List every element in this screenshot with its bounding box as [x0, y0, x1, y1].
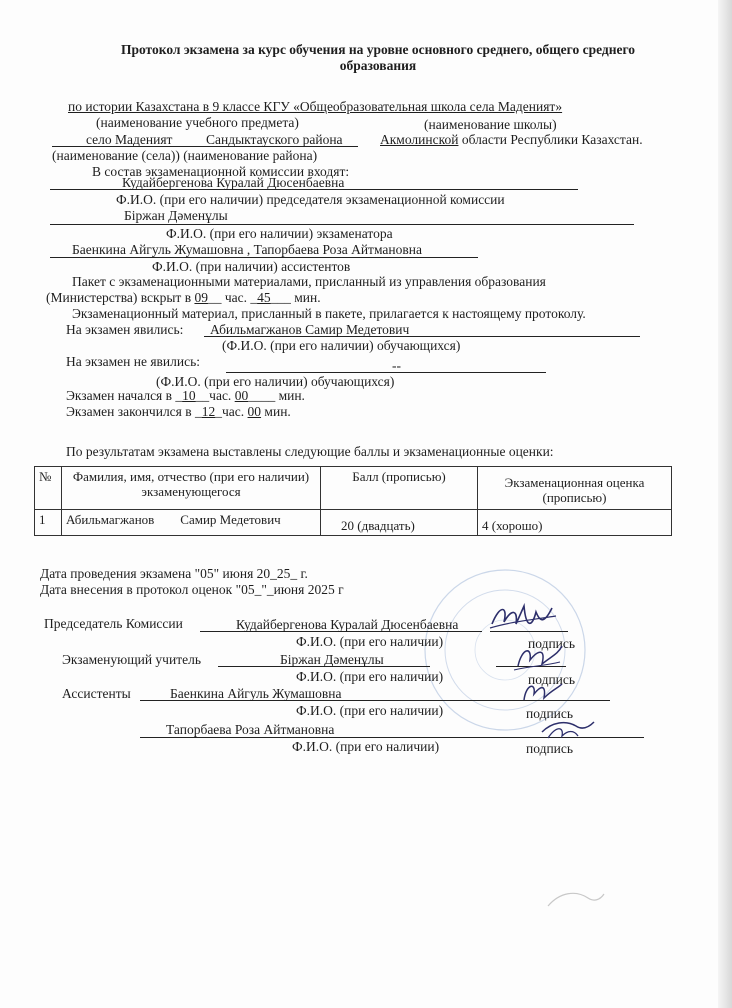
end-time-line: Экзамен закончился в _12_час. 00 мин.: [66, 404, 291, 419]
end-min: 00: [247, 404, 262, 419]
sig-assist2-fio-label: Ф.И.О. (при его наличии): [292, 739, 440, 754]
start-hour: 10: [182, 388, 196, 403]
package-opened-label: (Министерства) вскрыт в: [46, 290, 192, 305]
sig-teacher-fio-label: Ф.И.О. (при его наличии): [296, 669, 444, 684]
label-village-district: (наименование (села)) (наименование района): [52, 148, 318, 163]
sig-chair-fio-label: Ф.И.О. (при его наличии): [296, 634, 444, 649]
end-hour-unit: час.: [222, 404, 245, 419]
sig-teacher-name: Біржан Дәменұлы: [280, 652, 384, 667]
teacher-signature-icon: [508, 640, 568, 676]
row-score: 20 (двадцать): [321, 510, 478, 536]
examiner-name: Біржан Дәменұлы: [124, 208, 228, 223]
sig-assist1-fio-label: Ф.И.О. (при его наличии): [296, 703, 444, 718]
region-rest: области Республики Казахстан.: [458, 132, 643, 147]
region-name: Акмолинской: [380, 132, 459, 147]
sig-chair-name: Кудайбергенова Куралай Дюсенбаевна: [236, 617, 459, 632]
label-examiner: Ф.И.О. (при его наличии) экзаменатора: [166, 226, 393, 241]
table-header-row: [35, 467, 672, 510]
package-line-1: Пакет с экзаменационными материалами, присланный из управления образования: [72, 274, 546, 289]
label-students-1: (Ф.И.О. (при его наличии) обучающихся): [222, 338, 461, 353]
sig-assist1-name: Баенкина Айгуль Жумашовна: [170, 686, 342, 701]
region-line: [380, 132, 643, 147]
assistant2-signature-icon: [536, 712, 600, 746]
sig-chair-sign-label: подпись: [528, 636, 576, 651]
material-line: Экзаменационный материал, присланный в пакете, прилагается к настоящему протоколу.: [72, 306, 586, 321]
label-subject: (наименование учебного предмета): [96, 115, 299, 130]
chairman-signature-icon: [486, 598, 560, 636]
header-grade: Экзаменационная оценка (прописью): [478, 467, 672, 510]
label-students-2: (Ф.И.О. (при его наличии) обучающихся): [156, 374, 395, 389]
commission-intro: В состав экзаменационной комиссии входят:: [92, 164, 350, 179]
title-line-1: Протокол экзамена за курс обучения на уровне основного среднего, общего среднего: [120, 42, 636, 57]
table-row: [35, 510, 672, 536]
appeared-label: На экзамен явились:: [66, 322, 184, 337]
label-school: (наименование школы): [424, 117, 557, 132]
sig-teacher-label: Экзаменующий учитель: [62, 652, 201, 667]
assistants-names: Баенкина Айгуль Жумашовна , Тапорбаева Роза Айтмановна: [72, 242, 422, 257]
package-line-2: (Министерства) вскрыт в 09__ час. _45___ мин.: [46, 290, 321, 305]
title-line-2: образования: [339, 58, 417, 73]
start-label: Экзамен начался в: [66, 388, 173, 403]
start-min-unit: мин.: [278, 388, 305, 403]
absent-value: --: [392, 358, 401, 373]
package-min: 45: [257, 290, 271, 305]
assistants-underline: [50, 257, 478, 258]
absent-label: На экзамен не явились:: [66, 354, 201, 369]
header-score: Балл (прописью): [321, 467, 478, 510]
exam-date: Дата проведения экзамена "05" июня 20_25_ г.: [40, 566, 308, 581]
sig-teacher-sign-label: подпись: [528, 672, 576, 687]
district-name: Сандыктауского района: [206, 132, 343, 147]
sig-assist2-name: Тапорбаева Роза Айтмановна: [166, 722, 335, 737]
absent-underline: [226, 372, 546, 373]
package-min-unit: мин.: [294, 290, 321, 305]
header-name: Фамилия, имя, отчество (при его наличии) экзаменующегося: [62, 467, 321, 510]
sig-assist1-sign-label: подпись: [526, 706, 574, 721]
label-assistants: Ф.И.О. (при наличии) ассистентов: [152, 259, 351, 274]
results-table: [34, 466, 672, 536]
examiner-underline: [50, 224, 634, 225]
page-edge-shadow: [718, 0, 732, 1008]
end-label: Экзамен закончился в: [66, 404, 192, 419]
package-hour: 09: [194, 290, 208, 305]
package-hour-unit: час.: [224, 290, 247, 305]
document-title: [60, 42, 696, 74]
assistant1-signature-icon: [516, 676, 568, 710]
start-time-line: Экзамен начался в _10__час. 00____ мин.: [66, 388, 305, 403]
row-number: 1: [35, 510, 62, 536]
sig-assist2-sign-label: подпись: [526, 741, 574, 756]
chairman-name: Кудайбергенова Куралай Дюсенбаевна: [122, 175, 345, 190]
start-hour-unit: час.: [209, 388, 232, 403]
entry-date: Дата внесения в протокол оценок "05_"_июня 2025 г: [40, 582, 344, 597]
results-intro: По результатам экзамена выставлены следующие баллы и экзаменационные оценки:: [66, 444, 554, 459]
start-min: 00: [234, 388, 249, 403]
subject-school-line: по истории Казахстана в 9 классе КГУ «Общеобразовательная школа села Маденият»: [68, 99, 563, 114]
village-name: село Маденият: [86, 132, 173, 147]
end-hour: 12: [201, 404, 216, 419]
label-chairman: Ф.И.О. (при его наличии) председателя экзаменационной комиссии: [116, 192, 505, 207]
bleed-through-mark-icon: [540, 880, 610, 920]
sig-chair-label: Председатель Комиссии: [44, 616, 183, 631]
end-min-unit: мин.: [264, 404, 291, 419]
appeared-name: Абильмагжанов Самир Медетович: [210, 322, 410, 337]
row-student-name: Абильмагжанов Самир Медетович: [62, 510, 321, 536]
row-grade: 4 (хорошо): [478, 510, 672, 536]
sig-assist-label: Ассистенты: [62, 686, 131, 701]
header-number: №: [35, 467, 62, 510]
